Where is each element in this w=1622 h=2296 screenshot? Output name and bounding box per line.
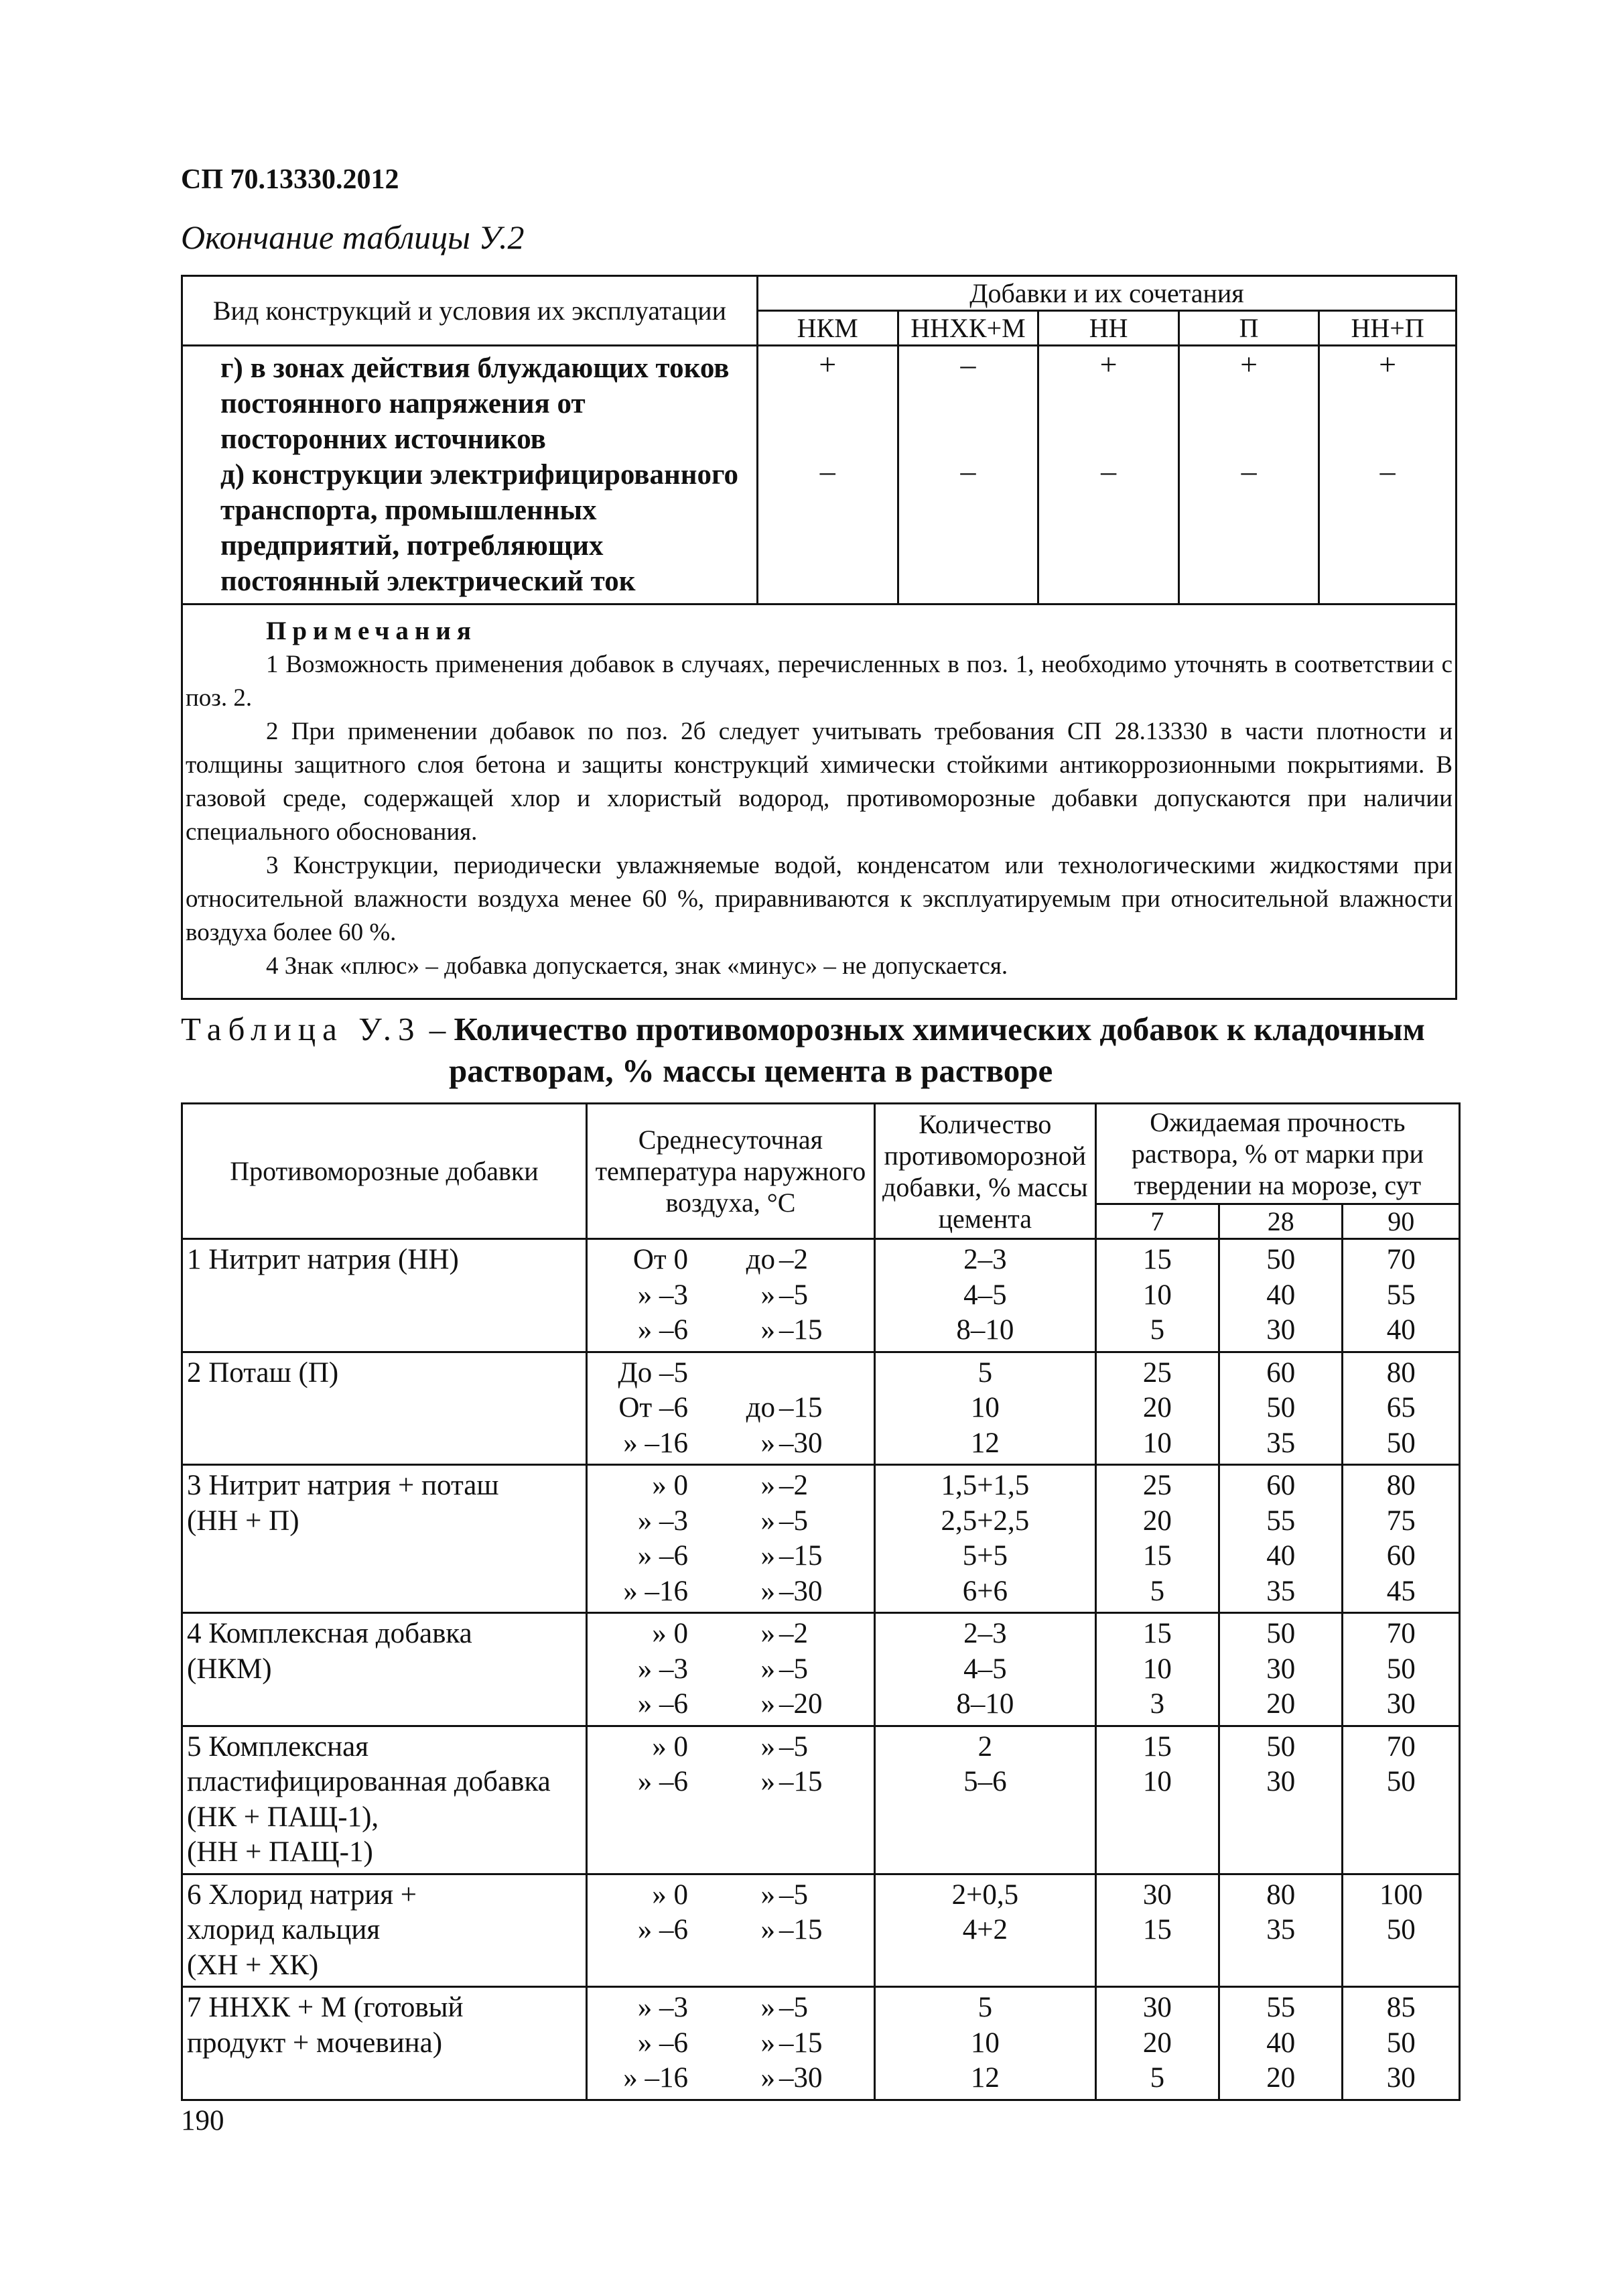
additive-group-row — [182, 1465, 1460, 1613]
temperature-range — [588, 1835, 874, 1870]
mark: – — [819, 454, 835, 488]
strength-value — [1097, 1800, 1218, 1836]
temp-to — [775, 1835, 866, 1870]
additive-name-cell — [182, 1613, 587, 1726]
strength-value: 50 — [1386, 2027, 1416, 2059]
additive-name-line: (НКМ) — [187, 1653, 272, 1685]
strength-28-cell — [1219, 1613, 1343, 1726]
strength-value: 50 — [1266, 1618, 1296, 1649]
notes-title: Примечания — [266, 617, 477, 645]
strength-value: 80 — [1386, 1470, 1416, 1501]
strength-28-cell — [1219, 1874, 1343, 1987]
temperature-cell — [586, 1613, 874, 1726]
notes-cell — [182, 604, 1457, 999]
strength-value: 20 — [1142, 2027, 1172, 2059]
additive-name-line: 4 Комплексная добавка — [187, 1618, 472, 1649]
additive-name-line: (ХН + ХК) — [187, 1949, 319, 1981]
strength-value: 85 — [1386, 1992, 1416, 2023]
temperature-range — [588, 1391, 874, 1426]
strength-28-cell — [1219, 1726, 1343, 1874]
quantity-value: 2–3 — [963, 1618, 1007, 1649]
temperature-range — [588, 2026, 874, 2061]
strength-value: 25 — [1142, 1470, 1172, 1501]
temp-from — [588, 1948, 688, 1984]
strength-value — [1220, 1835, 1341, 1870]
strength-7-cell — [1095, 1874, 1219, 1987]
strength-value — [1097, 1948, 1218, 1984]
additive-name-line: 5 Комплексная — [187, 1730, 369, 1763]
temp-to: –5 — [779, 1730, 808, 1763]
note-3: 3 Конструкции, периодически увлажняемые водой, конденсатом или технологическими жидкостями при относительной влажности воздуха менее 60 %, приравниваются к эксплуатируемым при относительной влажности воздуха более 60 %. — [186, 852, 1452, 946]
strength-value: 100 — [1379, 1878, 1423, 1911]
temp-to: –20 — [779, 1688, 823, 1720]
strength-28-cell — [1219, 1465, 1343, 1613]
temp-to: –5 — [779, 1279, 808, 1311]
strength-value: 80 — [1266, 1878, 1296, 1911]
quantity-cell — [874, 1239, 1095, 1352]
strength-value: 55 — [1266, 1505, 1296, 1537]
strength-value — [1220, 1948, 1341, 1984]
temperature-range — [588, 1687, 874, 1722]
quantity-value: 1,5+1,5 — [941, 1470, 1030, 1501]
additive-name-line: 6 Хлорид натрия + — [187, 1878, 417, 1911]
temp-from — [588, 1800, 688, 1836]
strength-value: 35 — [1266, 1427, 1296, 1459]
col-header-day-90: 90 — [1343, 1204, 1460, 1239]
strength-value: 15 — [1142, 1914, 1172, 1946]
row-d-line: транспорта, промышленных — [220, 495, 597, 526]
strength-90-cell — [1343, 1874, 1460, 1987]
quantity-value: 12 — [970, 2062, 1000, 2094]
temp-from: » –6 — [637, 2027, 688, 2059]
strength-value: 50 — [1266, 1392, 1296, 1423]
strength-value: 30 — [1266, 1314, 1296, 1346]
additive-group-row — [182, 1613, 1460, 1726]
strength-7-cell — [1095, 1726, 1219, 1874]
quantity-value: 2 — [977, 1730, 993, 1763]
temperature-range — [588, 1913, 874, 1948]
temperature-range — [588, 1504, 874, 1539]
strength-7-cell — [1095, 1465, 1219, 1613]
strength-value: 40 — [1266, 2027, 1296, 2059]
additive-name-line: (НН + П) — [187, 1505, 299, 1537]
strength-value: 10 — [1142, 1766, 1172, 1797]
temp-to: –2 — [779, 1244, 808, 1275]
temp-from: От 0 — [632, 1244, 688, 1275]
additive-name-line: пластифицированная добавка — [187, 1766, 551, 1797]
temp-to: –15 — [779, 1540, 823, 1572]
temp-from: » –3 — [637, 1505, 688, 1537]
note-2: 2 При применении добавок по поз. 2б следует учитывать требования СП 28.13330 в части плотности и толщины защитного слоя бетона и защиты конструкций химически стойкими антикоррозионными покрытиями. В газовой среде, содержащей хлор и хлористый водород, противоморозные добавки допускаются при наличии специального обоснования. — [186, 718, 1452, 846]
mark: – — [960, 454, 976, 488]
strength-value: 5 — [1150, 1314, 1165, 1346]
strength-value: 5 — [1150, 2062, 1165, 2094]
additive-group-row — [182, 1874, 1460, 1987]
row-d-line: д) конструкции электрифицированного — [220, 459, 739, 491]
strength-value: 55 — [1266, 1992, 1296, 2023]
table-u3-title-line2: растворам, % массы цемента в растворе — [449, 1052, 1053, 1089]
additive-name-cell — [182, 1465, 587, 1613]
temp-to: –5 — [779, 1653, 808, 1685]
additive-name-line: 3 Нитрит натрия + поташ — [187, 1470, 499, 1501]
temp-to — [775, 1356, 866, 1391]
col-header-nnhk-m: ННХК+М — [898, 311, 1038, 346]
quantity-value: 8–10 — [956, 1688, 1014, 1720]
temp-to-word: » — [760, 2062, 775, 2094]
strength-value: 25 — [1142, 1356, 1172, 1389]
page-number: 190 — [181, 2105, 224, 2136]
temp-to: –30 — [779, 1575, 823, 1607]
temp-to-word — [688, 1800, 775, 1836]
mark: + — [1099, 347, 1118, 381]
table-u3-title: Таблица У.3 – Количество противоморозных химических добавок к кладочным растворам, % массы цемента в растворе — [181, 1009, 1457, 1092]
col-header-day-7: 7 — [1095, 1204, 1219, 1239]
strength-value: 30 — [1142, 1992, 1172, 2023]
strength-28-cell — [1219, 1352, 1343, 1465]
strength-value: 10 — [1142, 1279, 1172, 1311]
col-header-construction: Вид конструкций и условия их эксплуатации — [182, 276, 758, 346]
temp-from: » –16 — [623, 2062, 688, 2094]
strength-value: 75 — [1386, 1505, 1416, 1537]
strength-value: 30 — [1266, 1653, 1296, 1685]
table-u2 — [181, 275, 1457, 1000]
temp-to: –15 — [779, 1392, 823, 1423]
col-header-additives: Добавки и их сочетания — [757, 276, 1456, 311]
temp-to: –5 — [779, 1992, 808, 2023]
col-header-p: П — [1178, 311, 1319, 346]
mark: – — [960, 347, 976, 381]
col-header-strength: Ожидаемая прочность раствора, % от марки при твердении на морозе, сут — [1095, 1104, 1459, 1204]
strength-value: 50 — [1266, 1244, 1296, 1275]
strength-value: 5 — [1150, 1575, 1165, 1607]
additive-name-cell — [182, 1874, 587, 1987]
temp-to-word: » — [760, 1575, 775, 1607]
row-d-line: предприятий, потребляющих — [220, 530, 604, 562]
row-g-line: г) в зонах действия блуждающих токов — [220, 353, 730, 384]
strength-7-cell — [1095, 1613, 1219, 1726]
strength-90-cell — [1343, 1613, 1460, 1726]
document-code: СП 70.13330.2012 — [181, 164, 399, 195]
quantity-cell — [874, 1465, 1095, 1613]
temp-to-word: » — [760, 1540, 775, 1572]
strength-value: 70 — [1386, 1618, 1416, 1649]
table-u3-body — [182, 1239, 1460, 2100]
temperature-range — [588, 1616, 874, 1652]
strength-value: 50 — [1266, 1730, 1296, 1763]
strength-value: 3 — [1150, 1688, 1165, 1720]
strength-90-cell — [1343, 1465, 1460, 1613]
strength-7-cell — [1095, 1352, 1219, 1465]
quantity-value: 4–5 — [963, 1653, 1007, 1685]
additive-name-line: хлорид кальция — [187, 1914, 381, 1946]
temperature-range — [588, 1242, 874, 1278]
quantity-cell — [874, 1874, 1095, 1987]
row-g-line: постоянного напряжения от — [220, 388, 586, 420]
temp-to-word: » — [760, 1653, 775, 1685]
table-u3-title-line1: Количество противоморозных химических добавок к кладочным — [454, 1011, 1426, 1047]
temp-from: » –6 — [637, 1540, 688, 1572]
temp-from — [588, 1835, 688, 1870]
strength-7-cell — [1095, 1987, 1219, 2100]
temp-to-word: до — [746, 1244, 775, 1275]
row-d-line: постоянный электрический ток — [220, 566, 636, 597]
temp-to — [775, 1948, 866, 1984]
mark: – — [1101, 454, 1117, 488]
temp-to-word — [688, 1356, 775, 1391]
temp-from: » 0 — [652, 1878, 688, 1911]
strength-value: 50 — [1386, 1427, 1416, 1459]
quantity-cell — [874, 1987, 1095, 2100]
quantity-value: 6+6 — [962, 1575, 1008, 1607]
strength-value: 60 — [1266, 1356, 1296, 1389]
strength-90-cell — [1343, 1352, 1460, 1465]
strength-value: 40 — [1386, 1314, 1416, 1346]
temperature-range — [588, 1878, 874, 1913]
strength-value: 30 — [1266, 1766, 1296, 1797]
col-header-temperature: Среднесуточная температура наружного воздуха, °С — [586, 1104, 874, 1239]
mark: + — [1379, 347, 1397, 381]
additive-group-row — [182, 1239, 1460, 1352]
temp-from: » –16 — [623, 1575, 688, 1607]
additive-name-cell — [182, 1726, 587, 1874]
col-header-additive: Противоморозные добавки — [182, 1104, 587, 1239]
temperature-range — [588, 1574, 874, 1610]
strength-value: 10 — [1142, 1653, 1172, 1685]
temp-to: –30 — [779, 1427, 823, 1459]
temp-to-word: » — [760, 1992, 775, 2023]
temp-to: –5 — [779, 1878, 808, 1911]
quantity-value: 10 — [970, 2027, 1000, 2059]
temperature-range — [588, 1765, 874, 1800]
quantity-value — [876, 1835, 1095, 1870]
quantity-value — [876, 1800, 1095, 1836]
additive-group-row — [182, 1352, 1460, 1465]
mark: – — [1379, 454, 1396, 488]
strength-value: 60 — [1386, 1540, 1416, 1572]
temp-to: –30 — [779, 2062, 823, 2094]
additive-name-line: продукт + мочевина) — [187, 2027, 443, 2059]
strength-value: 20 — [1142, 1392, 1172, 1423]
temperature-range — [588, 1426, 874, 1462]
temp-to: –15 — [779, 2027, 823, 2059]
additive-name-cell — [182, 1239, 587, 1352]
strength-value: 50 — [1386, 1653, 1416, 1685]
temp-to: –5 — [779, 1505, 808, 1537]
temperature-range — [588, 1313, 874, 1348]
strength-value: 10 — [1142, 1427, 1172, 1459]
temperature-cell — [586, 1239, 874, 1352]
strength-value: 50 — [1386, 1914, 1416, 1946]
temp-from: » 0 — [652, 1618, 688, 1649]
additive-name-line: 2 Поташ (П) — [187, 1356, 339, 1389]
temp-from: » –6 — [637, 1766, 688, 1797]
quantity-value: 5–6 — [963, 1766, 1007, 1797]
temp-to-word: » — [760, 1279, 775, 1311]
temperature-range — [588, 1278, 874, 1314]
quantity-value: 2+0,5 — [951, 1878, 1019, 1911]
strength-28-cell — [1219, 1239, 1343, 1352]
quantity-cell — [874, 1726, 1095, 1874]
table-continuation-caption: Окончание таблицы У.2 — [181, 218, 525, 256]
temp-from: » –3 — [637, 1653, 688, 1685]
strength-value: 20 — [1266, 1688, 1296, 1720]
temp-from: » –6 — [637, 1314, 688, 1346]
strength-value: 15 — [1142, 1244, 1172, 1275]
temp-to-word: » — [760, 1914, 775, 1946]
temp-from: До –5 — [618, 1356, 688, 1389]
temp-from: » 0 — [652, 1730, 688, 1763]
temp-to-word: » — [760, 1314, 775, 1346]
temperature-range — [588, 1356, 874, 1391]
strength-value — [1343, 1800, 1459, 1836]
strength-value — [1343, 1835, 1459, 1870]
quantity-value: 2–3 — [963, 1244, 1007, 1275]
temperature-cell — [586, 1987, 874, 2100]
temp-from: » –3 — [637, 1279, 688, 1311]
temp-to-word — [688, 1835, 775, 1870]
strength-value: 50 — [1386, 1766, 1416, 1797]
temperature-range — [588, 1990, 874, 2026]
strength-value: 45 — [1386, 1575, 1416, 1607]
additive-name-line: (НН + ПАЩ-1) — [187, 1836, 373, 1868]
strength-value — [1343, 1948, 1459, 1984]
temp-to-word: » — [760, 1618, 775, 1649]
temperature-range — [588, 2061, 874, 2096]
strength-value: 35 — [1266, 1914, 1296, 1946]
quantity-value — [876, 1948, 1095, 1984]
strength-value: 30 — [1386, 2062, 1416, 2094]
strength-value — [1220, 1800, 1341, 1836]
strength-value: 35 — [1266, 1575, 1296, 1607]
temp-to-word: » — [760, 1878, 775, 1911]
temp-to-word: » — [760, 1505, 775, 1537]
temp-to-word: » — [760, 1766, 775, 1797]
temperature-cell — [586, 1352, 874, 1465]
strength-value: 15 — [1142, 1618, 1172, 1649]
temperature-cell — [586, 1465, 874, 1613]
temp-to: –15 — [779, 1766, 823, 1797]
temp-to — [775, 1800, 866, 1836]
temp-to-word: » — [760, 1427, 775, 1459]
col-header-nkm: НКМ — [757, 311, 898, 346]
quantity-value: 5+5 — [962, 1540, 1008, 1572]
temp-from: » –3 — [637, 1992, 688, 2023]
mark: + — [819, 347, 837, 381]
temp-to: –15 — [779, 1314, 823, 1346]
note-4: 4 Знак «плюс» – добавка допускается, знак «минус» – не допускается. — [266, 952, 1008, 980]
temperature-cell — [586, 1726, 874, 1874]
construction-conditions-cell — [182, 346, 758, 604]
strength-value: 15 — [1142, 1540, 1172, 1572]
col-header-nn-p: НН+П — [1319, 311, 1457, 346]
col-header-nn: НН — [1038, 311, 1178, 346]
quantity-value: 5 — [977, 1356, 993, 1389]
strength-value: 40 — [1266, 1279, 1296, 1311]
strength-value: 70 — [1386, 1244, 1416, 1275]
temp-from: » –16 — [623, 1427, 688, 1459]
additive-name-cell — [182, 1987, 587, 2100]
temp-to-word: » — [760, 1688, 775, 1720]
col-header-quantity: Количество противоморозной добавки, % массы цемента — [874, 1104, 1095, 1239]
strength-value: 55 — [1386, 1279, 1416, 1311]
temp-to-word: » — [760, 2027, 775, 2059]
quantity-value: 4+2 — [962, 1914, 1008, 1946]
temperature-range — [588, 1948, 874, 1984]
strength-value: 60 — [1266, 1470, 1296, 1501]
temperature-cell — [586, 1874, 874, 1987]
quantity-value: 12 — [970, 1427, 1000, 1459]
strength-value: 65 — [1386, 1392, 1416, 1423]
strength-value — [1097, 1835, 1218, 1870]
strength-value: 30 — [1386, 1688, 1416, 1720]
mark: – — [1241, 454, 1257, 488]
additive-group-row — [182, 1726, 1460, 1874]
strength-value: 20 — [1266, 2062, 1296, 2094]
temp-from: » 0 — [652, 1470, 688, 1501]
additive-name-line: (НК + ПАЩ-1), — [187, 1801, 379, 1833]
strength-value: 70 — [1386, 1730, 1416, 1763]
temp-to: –15 — [779, 1914, 823, 1946]
temp-from: » –6 — [637, 1914, 688, 1946]
strength-value: 40 — [1266, 1540, 1296, 1572]
col-header-day-28: 28 — [1219, 1204, 1343, 1239]
quantity-cell — [874, 1613, 1095, 1726]
quantity-cell — [874, 1352, 1095, 1465]
quantity-value: 5 — [977, 1992, 993, 2023]
strength-90-cell — [1343, 1726, 1460, 1874]
table-u3-label: Таблица У.3 — [181, 1011, 421, 1047]
temp-to: –2 — [779, 1470, 808, 1501]
temp-to-word: » — [760, 1470, 775, 1501]
temperature-range — [588, 1652, 874, 1687]
strength-90-cell — [1343, 1239, 1460, 1352]
quantity-value: 10 — [970, 1392, 1000, 1423]
temp-to-word: » — [760, 1730, 775, 1763]
additive-name-line: 1 Нитрит натрия (НН) — [187, 1244, 459, 1275]
temperature-range — [588, 1468, 874, 1504]
additive-group-row — [182, 1987, 1460, 2100]
temperature-range — [588, 1730, 874, 1765]
table-u3 — [181, 1102, 1461, 2101]
temp-to: –2 — [779, 1618, 808, 1649]
quantity-value: 2,5+2,5 — [941, 1505, 1030, 1537]
temperature-range — [588, 1800, 874, 1836]
additive-name-cell — [182, 1352, 587, 1465]
strength-value: 30 — [1142, 1878, 1172, 1911]
temp-to-word — [688, 1948, 775, 1984]
strength-value: 20 — [1142, 1505, 1172, 1537]
strength-value: 15 — [1142, 1730, 1172, 1763]
additive-name-line: 7 ННХК + М (готовый — [187, 1992, 464, 2023]
row-g-line: посторонних источников — [220, 424, 546, 455]
mark: + — [1240, 347, 1258, 381]
temperature-range — [588, 1539, 874, 1574]
temp-to-word: до — [746, 1392, 775, 1423]
strength-28-cell — [1219, 1987, 1343, 2100]
temp-from: От –6 — [618, 1392, 688, 1423]
quantity-value: 4–5 — [963, 1279, 1007, 1311]
temp-from: » –6 — [637, 1688, 688, 1720]
strength-90-cell — [1343, 1987, 1460, 2100]
note-1: 1 Возможность применения добавок в случаях, перечисленных в поз. 1, необходимо уточнять в соответствии с поз. 2. — [186, 651, 1452, 712]
quantity-value: 8–10 — [956, 1314, 1014, 1346]
strength-value: 80 — [1386, 1356, 1416, 1389]
strength-7-cell — [1095, 1239, 1219, 1352]
